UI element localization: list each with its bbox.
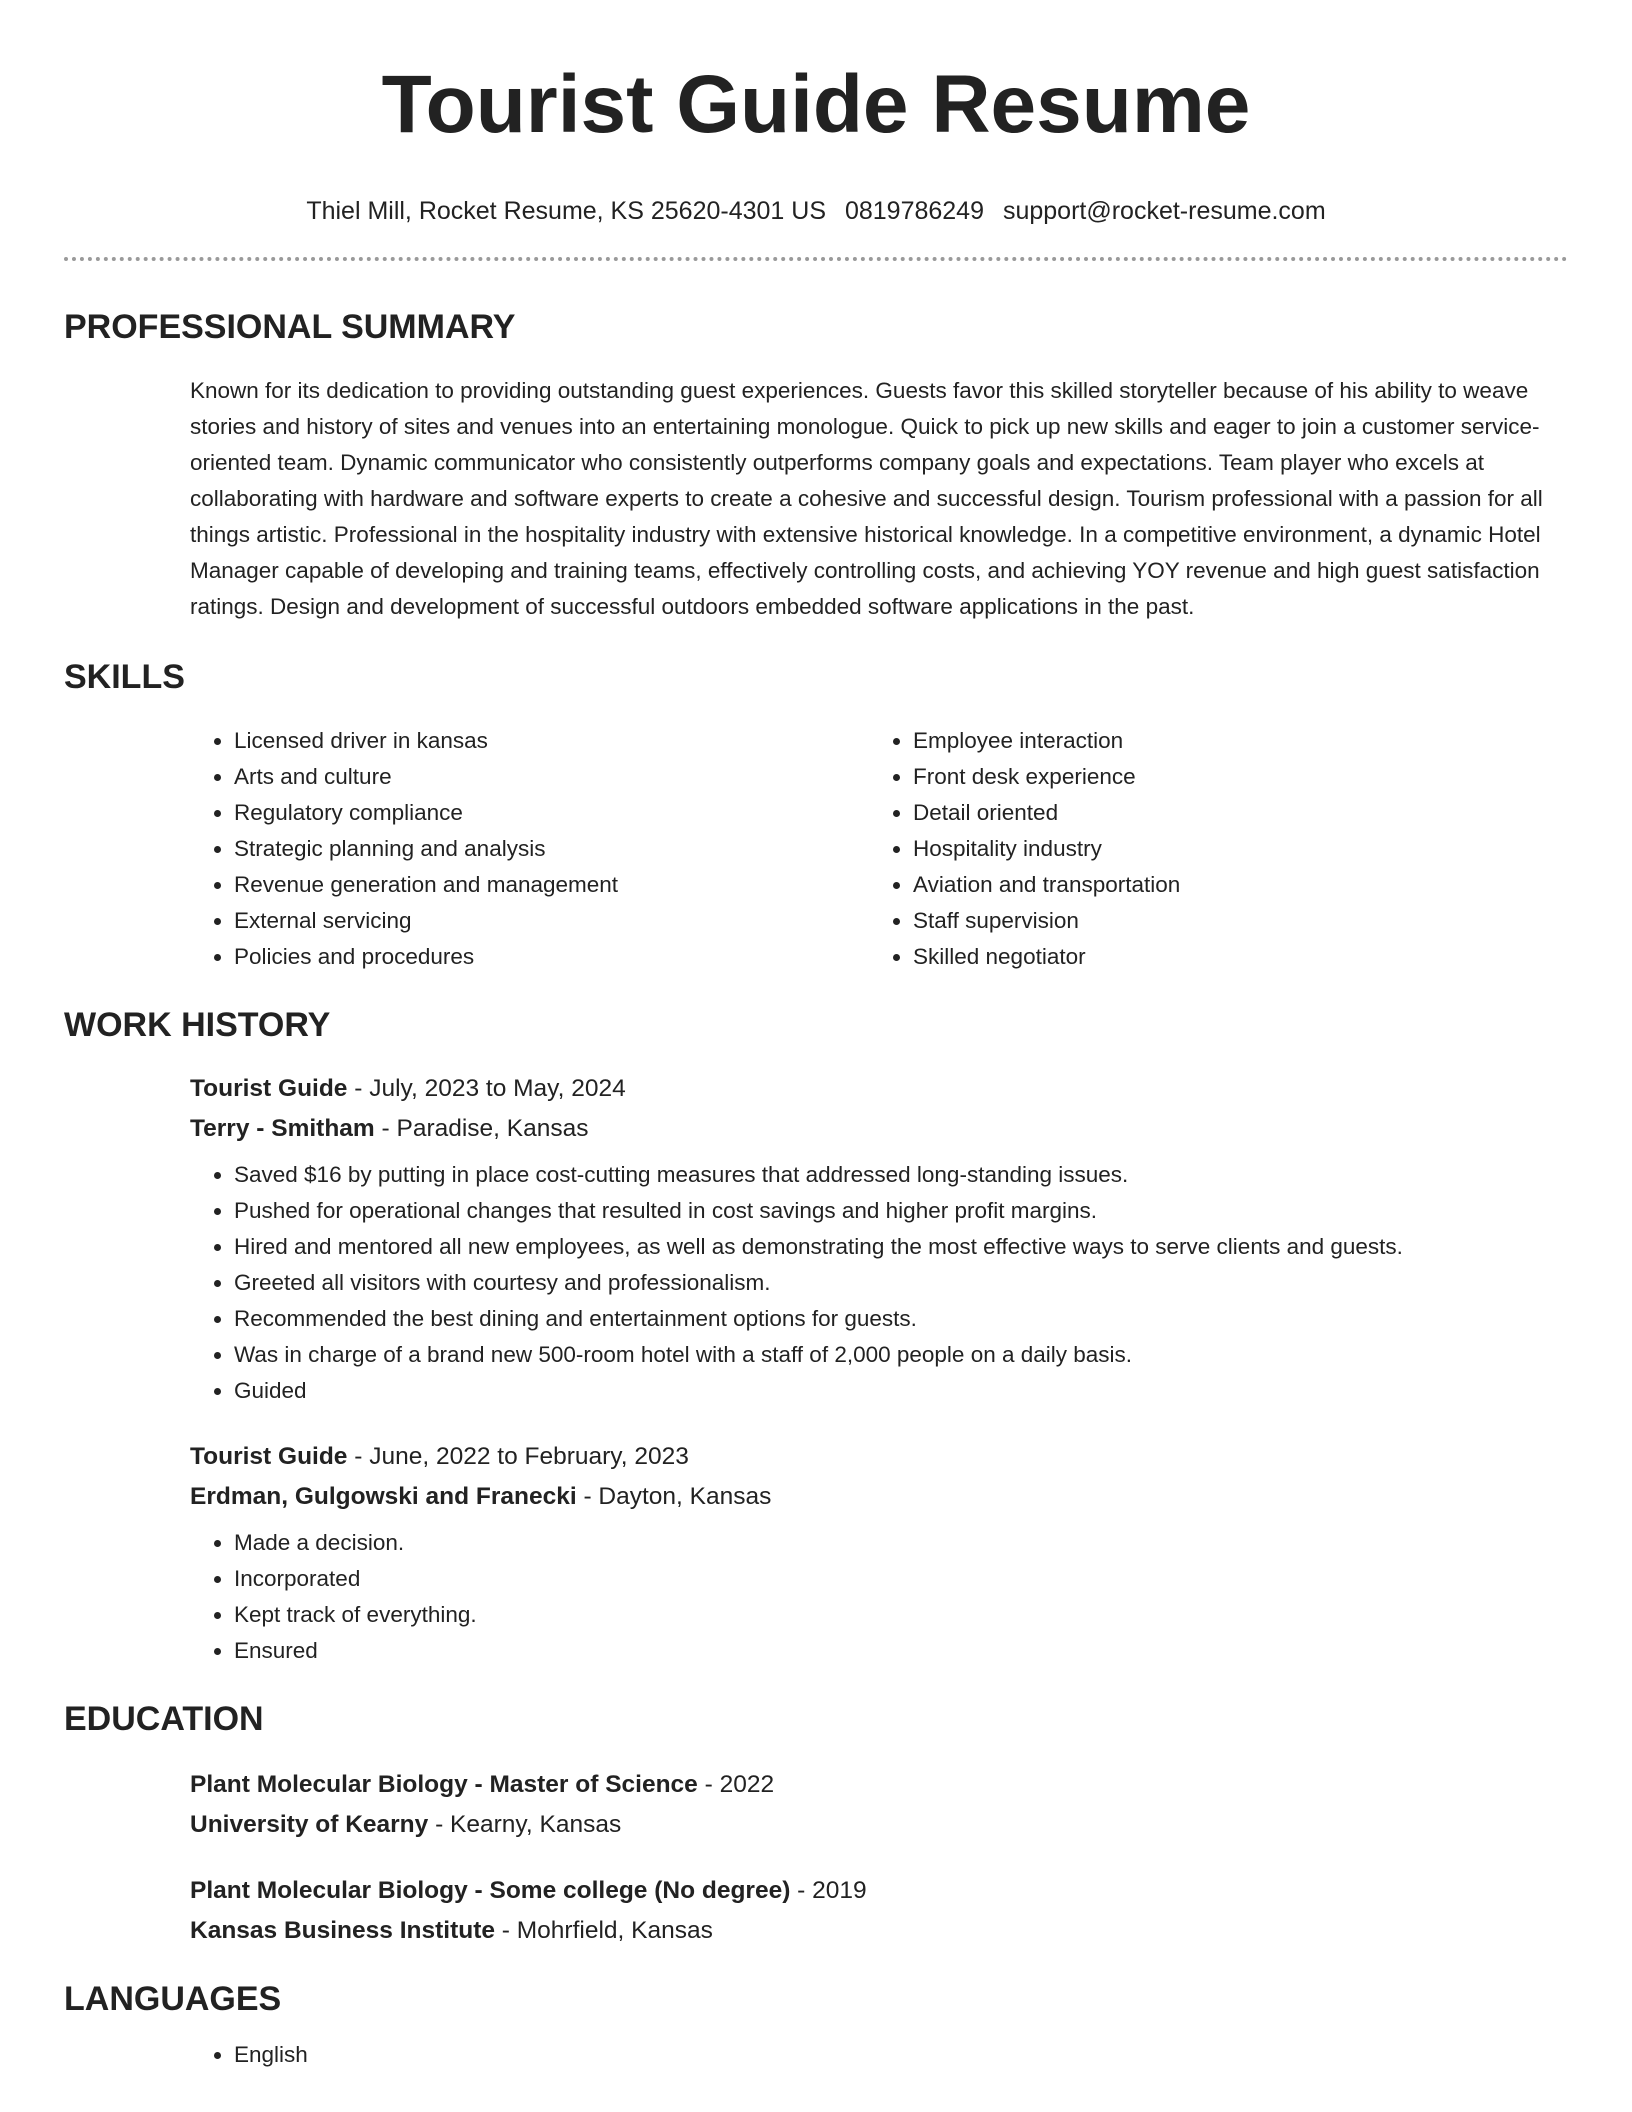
skill-item: • Detail oriented [913,795,1548,831]
education-location: - Mohrfield, Kansas [494,1917,713,1944]
job-dates: - June, 2022 to February, 2023 [347,1443,689,1470]
job-bullets [190,1157,1568,1409]
job-dates: - July, 2023 to May, 2024 [347,1075,626,1102]
resume-title: Tourist Guide Resume [381,59,1251,150]
education-entry [190,1765,1568,1845]
job-bullet: • Incorporated [234,1561,1568,1597]
job-role: Tourist Guide [190,1443,348,1470]
skill-item: • External servicing [234,903,869,939]
education-school-line [190,1911,1568,1951]
education-school: Kansas Business Institute [190,1917,495,1944]
education-degree: Plant Molecular Biology - Some college (No degree) [190,1877,791,1904]
job-bullet: • Guided [234,1373,1568,1409]
education-school-line [190,1805,1568,1845]
job-bullet: • Was in charge of a brand new 500-room hotel with a staff of 2,000 people on a daily basis. [234,1337,1568,1373]
job-company-line [190,1477,1568,1517]
summary-text: Known for its dedication to providing outstanding guest experiences. Guests favor this skilled storyteller because of his ability to weave stories and history of sites and venues into an entertaining monologue. Quick to pick up new skills and eager to join a customer service-oriented team. Dynamic communicator who consistently outperforms company goals and expectations. Team player who excels at collaborating with hardware and software experts to create a cohesive and successful design. Tourism professional with a passion for all things artistic. Professional in the hospitality industry with extensive historical knowledge. In a competitive environment, a dynamic Hotel Manager capable of developing and training teams, effectively controlling costs, and achieving YOY revenue and high guest satisfaction ratings. Design and development of successful outdoors embedded software applications in the past. [190,378,1543,619]
job-bullet: • Kept track of everything. [234,1597,1568,1633]
education-year: - 2022 [697,1771,775,1798]
job-title-line [190,1437,1568,1477]
languages-list [190,2037,1568,2073]
language-item: • English [234,2037,1568,2073]
education-school: University of Kearny [190,1811,429,1838]
skill-item: • Employee interaction [913,723,1548,759]
skill-item: • Licensed driver in kansas [234,723,869,759]
skills-list-left [190,723,869,975]
skills-columns [190,723,1568,975]
contact-info [64,196,1568,226]
skill-item: • Skilled negotiator [913,939,1548,975]
skill-item: • Revenue generation and management [234,867,869,903]
skill-item: • Policies and procedures [234,939,869,975]
job-bullet: • Saved $16 by putting in place cost-cutting measures that addressed long-standing issues. [234,1157,1568,1193]
job-bullet: • Recommended the best dining and entertainment options for guests. [234,1301,1568,1337]
skills-heading: SKILLS [64,658,185,696]
skill-item: • Aviation and transportation [913,867,1548,903]
skill-item: • Strategic planning and analysis [234,831,869,867]
job-bullets [190,1525,1568,1669]
job-bullet: • Made a decision. [234,1525,1568,1561]
work-entry [190,1437,1568,1669]
education-entry [190,1871,1568,1951]
job-title-line [190,1069,1568,1109]
job-bullet: • Pushed for operational changes that resulted in cost savings and higher profit margins. [234,1193,1568,1229]
contact-email: support@rocket-resume.com [1002,197,1326,225]
header-divider [64,257,1568,261]
skill-item: • Front desk experience [913,759,1548,795]
skill-item: • Hospitality industry [913,831,1548,867]
education-heading: EDUCATION [64,1700,264,1738]
work-history-heading: WORK HISTORY [64,1006,331,1044]
job-bullet: • Greeted all visitors with courtesy and professionalism. [234,1265,1568,1301]
education-degree-line [190,1871,1568,1911]
job-location: - Dayton, Kansas [576,1483,772,1510]
skill-item: • Regulatory compliance [234,795,869,831]
job-company: Terry - Smitham [190,1115,375,1142]
skill-item: • Arts and culture [234,759,869,795]
languages-heading: LANGUAGES [64,1980,282,2018]
skills-list-right [869,723,1548,975]
education-degree-line [190,1765,1568,1805]
job-location: - Paradise, Kansas [374,1115,589,1142]
job-bullet: • Ensured [234,1633,1568,1669]
education-degree: Plant Molecular Biology - Master of Science [190,1771,698,1798]
job-company-line [190,1109,1568,1149]
work-entry [190,1069,1568,1409]
education-year: - 2019 [790,1877,867,1904]
job-company: Erdman, Gulgowski and Franecki [190,1483,577,1510]
job-role: Tourist Guide [190,1075,348,1102]
education-location: - Kearny, Kansas [428,1811,622,1838]
job-bullet: • Hired and mentored all new employees, as well as demonstrating the most effective ways to serve clients and guests. [234,1229,1568,1265]
summary-heading: PROFESSIONAL SUMMARY [64,308,516,346]
contact-phone: 0819786249 [844,197,984,225]
contact-address: Thiel Mill, Rocket Resume, KS 25620-4301 US [306,197,826,225]
skill-item: • Staff supervision [913,903,1548,939]
